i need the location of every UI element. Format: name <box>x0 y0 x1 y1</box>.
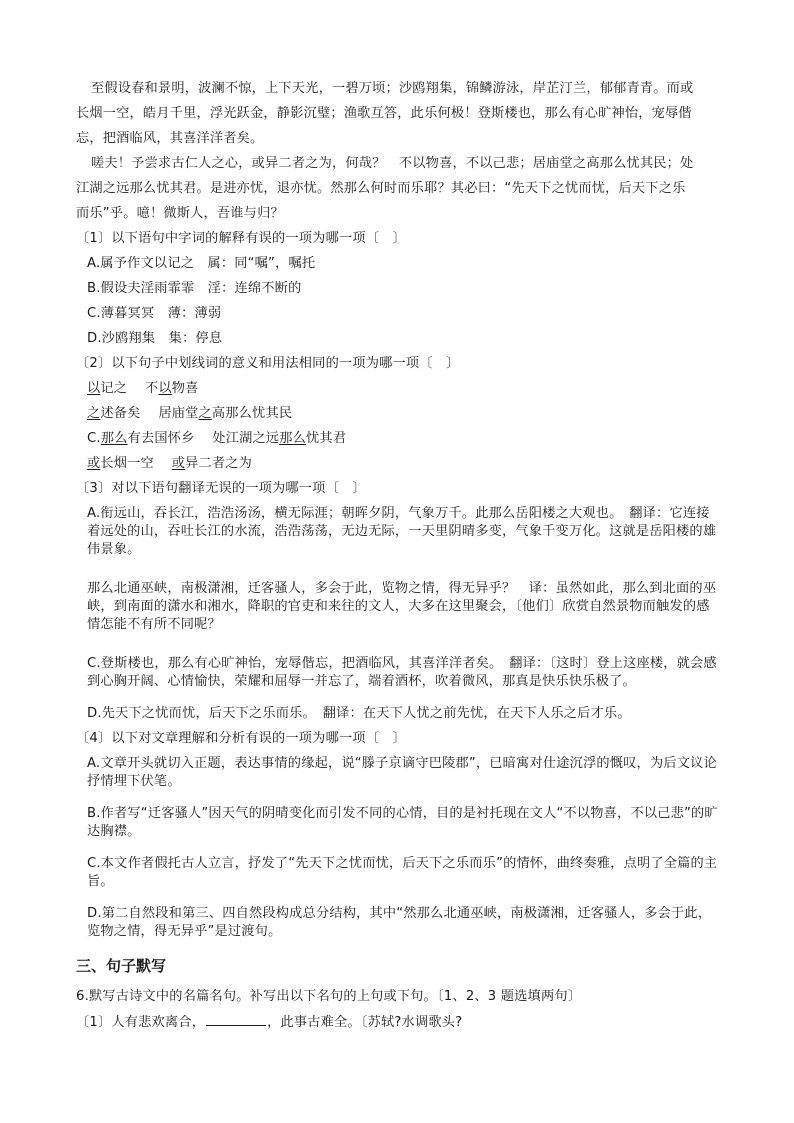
answer-blank[interactable] <box>206 1013 266 1026</box>
passage-line: 至假设春和景明，波澜不惊，上下天光，一碧万顷；沙鸥翔集，锦鳞游泳，岸芷汀兰，郁郁青青。而或 <box>91 81 694 96</box>
option-d <box>87 905 719 941</box>
option-d <box>87 455 252 473</box>
option-text: 述备矣 居庙堂 <box>100 406 199 421</box>
option-d <box>87 705 719 723</box>
passage-line: 嗟夫！予尝求古仁人之心，或异二者之为，何哉？ 不以物喜，不以己悲；居庙堂之高那么忧其民；处 <box>91 156 694 171</box>
option-text: 有去国怀乡 处江湖之远 <box>127 431 280 446</box>
option-text: 忧其君 <box>306 431 347 446</box>
underlined-word: 或 <box>171 456 186 471</box>
option-text: C.登斯楼也，那么有心旷神怡，宠辱偕忘，把酒临风，其喜洋洋者矣。 翻译：〔这时〕登上这座楼，就会感到心胸开阔、心情愉快，荣耀和屈辱一并忘了，端着酒杯，吹着微风，那真是快乐快乐极了。 <box>87 656 717 689</box>
question-stem: 〔1〕以下语句中字词的解释有误的一项为哪一项〔 〕 <box>76 231 406 246</box>
underlined-word: 以 <box>87 381 101 396</box>
option-text: B.作者写“迁客骚人”因天气的阴晴变化而引发不同的心情，目的是衬托现在文人“不以物喜，不以己悲”的旷达胸襟。 <box>87 806 718 839</box>
item-text: ，此事古难全。〔苏轼?水调歌头? <box>267 1015 463 1030</box>
passage-line: 忘，把酒临风，其喜洋洋者矣。 <box>76 131 264 146</box>
option-a <box>87 505 719 559</box>
option-text: A.文章开头就切入正题，表达事情的缘起，说“滕子京谪守巴陵郡”，已暗寓对仕途沉浮的慨叹，为后文议论抒情埋下伏笔。 <box>87 756 717 789</box>
option-text: C. <box>87 431 101 446</box>
underlined-word: 那么 <box>100 431 128 446</box>
passage-line: 而乐”乎。噫！微斯人，吾谁与归？ <box>76 206 284 221</box>
question-stem: 〔4〕以下对文章理解和分析有误的一项为哪一项〔 〕 <box>76 731 406 746</box>
passage-line: 江湖之远那么忧其君。是进亦忧，退亦忧。然那么何时而乐耶？其必曰：“先天下之忧而忧，后天下之乐 <box>76 181 686 196</box>
option-a <box>87 755 719 791</box>
option-c <box>87 855 719 891</box>
question-stem: 〔2〕以下句子中划线词的意义和用法相同的一项为哪一项〔 〕 <box>76 356 460 371</box>
option-text: 记之 不 <box>100 381 159 396</box>
option-text: C.本文作者假托古人立言，抒发了“先天下之忧而忧，后天下之乐而乐”的情怀，曲终奏雅，点明了全篇的主旨。 <box>87 856 718 889</box>
option-b <box>87 805 719 841</box>
passage-line: 长烟一空，皓月千里，浮光跃金，静影沉璧；渔歌互答，此乐何极！登斯楼也，那么有心旷神怡，宠辱偕 <box>76 106 692 121</box>
underlined-word: 那么 <box>279 431 307 446</box>
option-a <box>87 380 199 398</box>
underlined-word: 之 <box>87 406 101 421</box>
option-d: D.沙鸥翔集 集：停息 <box>87 331 223 346</box>
option-c <box>87 430 346 448</box>
underlined-word: 以 <box>158 381 172 396</box>
underlined-word: 之 <box>198 406 212 421</box>
question-stem: 〔3〕对以下语句翻译无误的一项为哪一项〔 〕 <box>76 481 366 496</box>
option-b <box>87 580 719 634</box>
option-c <box>87 655 719 691</box>
option-text: A.衔远山，吞长江，浩浩汤汤，横无际涯；朝晖夕阴，气象万千。此那么岳阳楼之大观也。 翻译：它连接着远处的山，吞吐长江的水流，浩浩荡荡，无边无际，一天里阴晴多变，气象千变万化。这就是岳阳楼的雄伟景象。 <box>87 506 717 557</box>
fill-in-item <box>76 1013 462 1032</box>
question-stem: 6.默写古诗文中的名篇名句。补写出以下名句的上句或下句。〔1、2、3 题选填两句〕 <box>76 989 582 1004</box>
option-text: 物喜 <box>171 381 199 396</box>
option-text: 异二者之为 <box>185 456 253 471</box>
option-c: C.薄暮冥冥 薄：薄弱 <box>87 306 222 321</box>
underlined-word: 或 <box>87 456 101 471</box>
section-heading: 三、句子默写 <box>76 957 167 975</box>
option-text: 高那么忧其民 <box>211 406 293 421</box>
option-text: D.第二自然段和第三、四自然段构成总分结构，其中“然那么北通巫峡，南极潇湘，迁客骚人，多会于此，览物之情，得无异乎”是过渡句。 <box>87 906 712 939</box>
option-text: D.先天下之忧而忧，后天下之乐而乐。 翻译：在天下人忧之前先忧，在天下人乐之后才乐。 <box>87 706 631 721</box>
option-a: A.属予作文以记之 属：同“嘱”，嘱托 <box>87 256 316 271</box>
option-text: 那么北通巫峡，南极潇湘，迁客骚人，多会于此，览物之情，得无异乎？ 译：虽然如此，那么到北面的巫峡，到南面的潇水和湘水，降职的官吏和来往的文人，大多在这里聚会，〔他们〕欣赏自然景物而触发的感情怎能不有所不同呢？ <box>87 581 717 632</box>
option-b <box>87 405 292 423</box>
option-b: B.假设夫淫雨霏霏 淫：连绵不断的 <box>87 281 302 296</box>
option-text: 长烟一空 <box>100 456 172 471</box>
item-text: 〔1〕人有悲欢离合， <box>76 1015 206 1030</box>
